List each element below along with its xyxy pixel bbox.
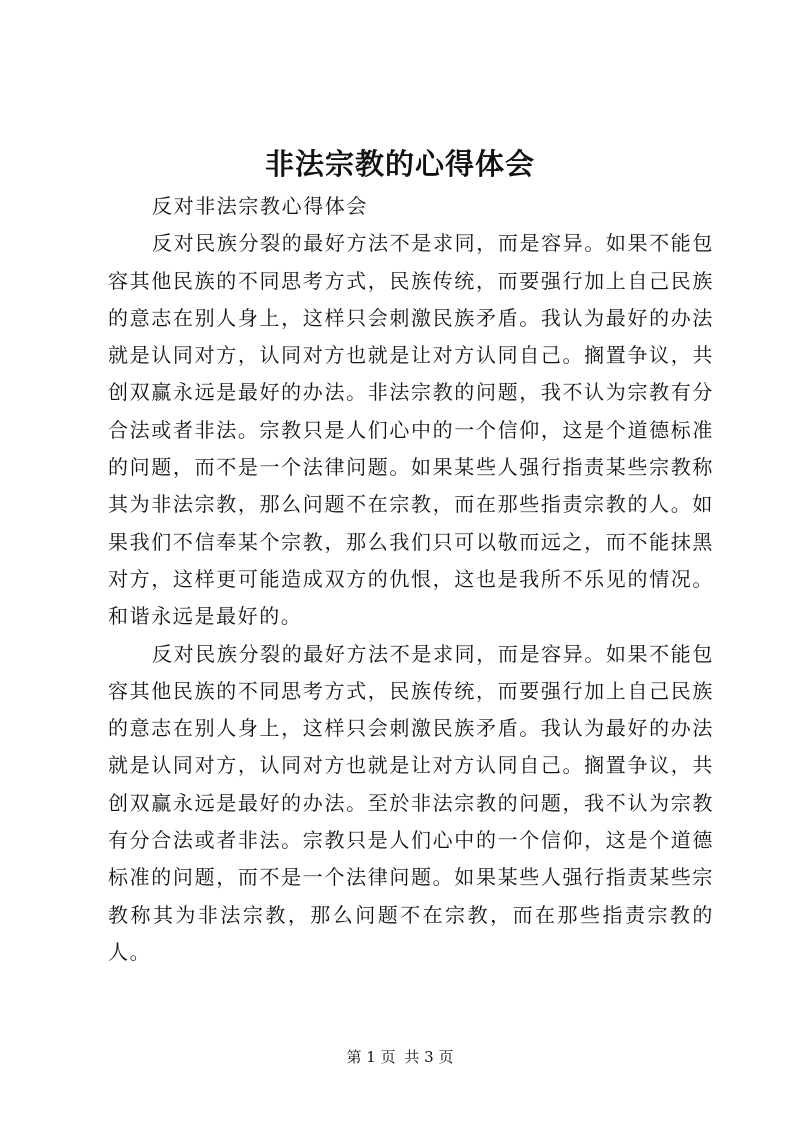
document-title: 非法宗教的心得体会 <box>264 147 535 181</box>
paragraph-1: 反对民族分裂的最好方法不是求同，而是容异。如果不能包容其他民族的不同思考方式，民族传统，而要强行加上自己民族的意志在别人身上，这样只会刺激民族矛盾。我认为最好的办法就是认同对方，认同对方也就是让对方认同自己。搁置争议，共创双赢永远是最好的办法。非法宗教的问题，我不认为宗教有分合法或者非法。宗教只是人们心中的一个信仰，这是个道德标准的问题，而不是一个法律问题。如果某些人强行指责某些宗教称其为非法宗教，那么问题不在宗教，而在那些指责宗教的人。如果我们不信奉某个宗教，那么我们只可以敬而远之，而不能抹黑对方，这样更可能造成双方的仇恨，这也是我所不乐见的情况。和谐永远是最好的。 <box>108 231 714 629</box>
document-body <box>108 188 714 971</box>
page-total: 共 3 页 <box>404 1048 454 1066</box>
page-footer <box>0 1045 800 1069</box>
page-number: 第 1 页 <box>346 1048 396 1066</box>
paragraph-2: 反对民族分裂的最好方法不是求同，而是容异。如果不能包容其他民族的不同思考方式，民族传统，而要强行加上自己民族的意志在别人身上，这样只会刺激民族矛盾。我认为最好的办法就是认同对方，认同对方也就是让对方认同自己。搁置争议，共创双赢永远是最好的办法。至於非法宗教的问题，我不认为宗教有分合法或者非法。宗教只是人们心中的一个信仰，这是个道德标准的问题，而不是一个法律问题。如果某些人强行指责某些宗教称其为非法宗教，那么问题不在宗教，而在那些指责宗教的人。 <box>108 641 714 964</box>
document-subtitle: 反对非法宗教心得体会 <box>152 194 368 218</box>
